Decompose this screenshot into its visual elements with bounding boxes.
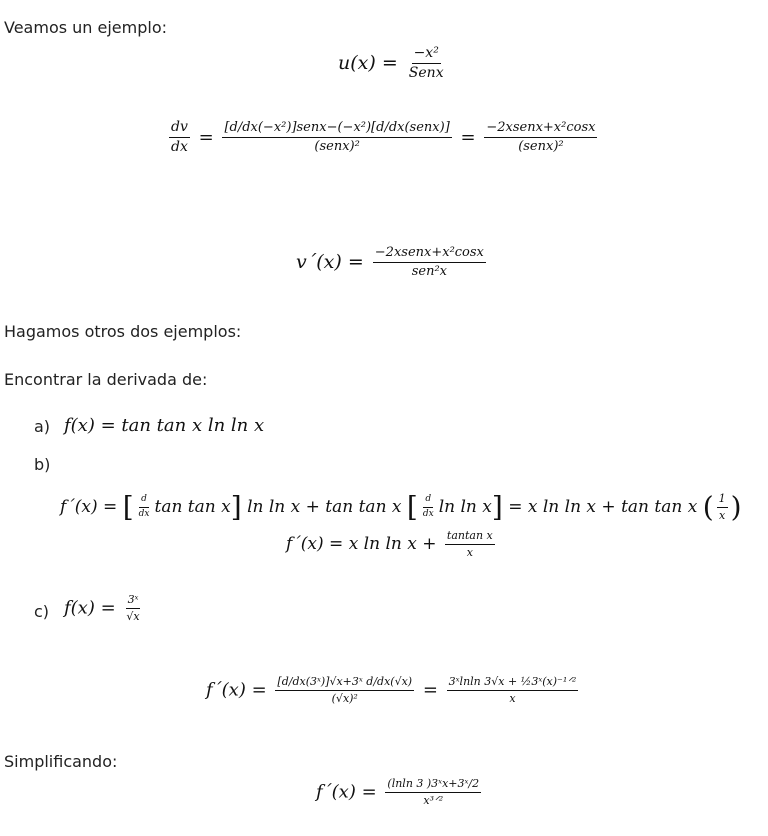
equation-u-lhs: u(x) = bbox=[338, 51, 398, 74]
b1-frac-num: 1 bbox=[717, 493, 728, 508]
equation-u-denominator: Senx bbox=[408, 65, 444, 82]
b2-numerator: tantan x bbox=[445, 530, 495, 545]
dv-quotient-numerator: [d/dx(−x²)]senx−(−x²)[d/dx(senx)] bbox=[222, 121, 451, 138]
b1-term1: tan tan x bbox=[154, 497, 231, 518]
equation-dv-dx: $\frac{dv}{dx}$ = $\frac{\text{[d/dx(−x²)]senx−(−x²)[d/dx(senx)]}}{\text{(senx)²}}$ = $\frac{\text{−2xsenx+x²cosx}}{\text{(senx)²}}$ bbox=[171, 119, 596, 156]
c2-numerator: [d/dx(3ˣ)]√x+3ˣ d/dx(√x) bbox=[275, 676, 414, 691]
dv-numerator: dv bbox=[169, 120, 190, 138]
dv-denominator: dx bbox=[171, 139, 188, 156]
c2-denominator: (√x)² bbox=[331, 692, 358, 706]
b1-term3: ln ln x bbox=[438, 497, 492, 518]
equation-u bbox=[338, 46, 449, 82]
c2-result-numerator: 3ˣlnln 3√x + ½3ˣ(x)⁻¹ᐟ² bbox=[447, 676, 579, 691]
b1-lhs: f´(x) = bbox=[60, 497, 118, 518]
b1-frac-den: x bbox=[719, 509, 726, 523]
simp-denominator: x³ᐟ² bbox=[423, 794, 444, 808]
equation-v-prime bbox=[296, 246, 489, 280]
c-numerator: 3ˣ bbox=[126, 594, 141, 609]
equation-c bbox=[64, 594, 145, 623]
others-text: Hagamos otros dos ejemplos: bbox=[4, 322, 242, 341]
c2-lhs: f´(x) = bbox=[206, 679, 267, 701]
label-c: c) bbox=[34, 602, 50, 621]
v-prime-denominator: sen²x bbox=[411, 264, 447, 280]
simp-lhs: f´(x) = bbox=[316, 781, 377, 803]
equation-b-line1: f´(x) = [ $\frac{d}{dx}$ tan tan x] ln ln x + tan tan x [ $\frac{d}{dx}$ ln ln x] = x ln ln x + tan tan x ( $\frac{1}{x}$ ) bbox=[60, 490, 742, 524]
c-denominator: √x bbox=[126, 610, 140, 624]
b1-term4: = x ln ln x + tan tan x bbox=[508, 497, 698, 518]
equation-c-derivative: f´(x) = $\frac{\text{[d/dx(3ˣ)]√x+3ˣ d/dx(√x)}}{\text{(√x)²}}$ = $\frac{\text{3ˣlnln 3√x + ½3ˣ(x)⁻¹ᐟ²}}{x}$ bbox=[206, 675, 577, 706]
dv-quotient-denominator: (senx)² bbox=[314, 139, 360, 155]
label-a: a) bbox=[34, 417, 51, 436]
v-prime-numerator: −2xsenx+x²cosx bbox=[373, 246, 486, 263]
intro-text: Veamos un ejemplo: bbox=[4, 18, 168, 37]
b1-term2: ln ln x + tan tan x bbox=[247, 497, 402, 518]
equation-a: f(x) = tan tan x ln ln x bbox=[64, 415, 265, 436]
dv-result-numerator: −2xsenx+x²cosx bbox=[484, 121, 597, 138]
find-text: Encontrar la derivada de: bbox=[4, 370, 208, 389]
simplify-text: Simplificando: bbox=[4, 752, 118, 771]
equation-b-line2 bbox=[286, 530, 498, 559]
equation-simplified bbox=[316, 778, 484, 807]
equation-u-numerator: −x² bbox=[412, 46, 441, 64]
b2-denominator: x bbox=[466, 546, 473, 560]
v-prime-lhs: v´(x) = bbox=[296, 250, 364, 273]
b2-lhs: f´(x) = x ln ln x + bbox=[286, 534, 437, 555]
c-lhs: f(x) = bbox=[64, 597, 116, 619]
c2-result-denominator: x bbox=[509, 692, 516, 706]
simp-numerator: (lnln 3 )3ˣx+3ˣ/2 bbox=[385, 778, 481, 793]
label-b: b) bbox=[34, 455, 51, 474]
dv-result-denominator: (senx)² bbox=[518, 139, 564, 155]
